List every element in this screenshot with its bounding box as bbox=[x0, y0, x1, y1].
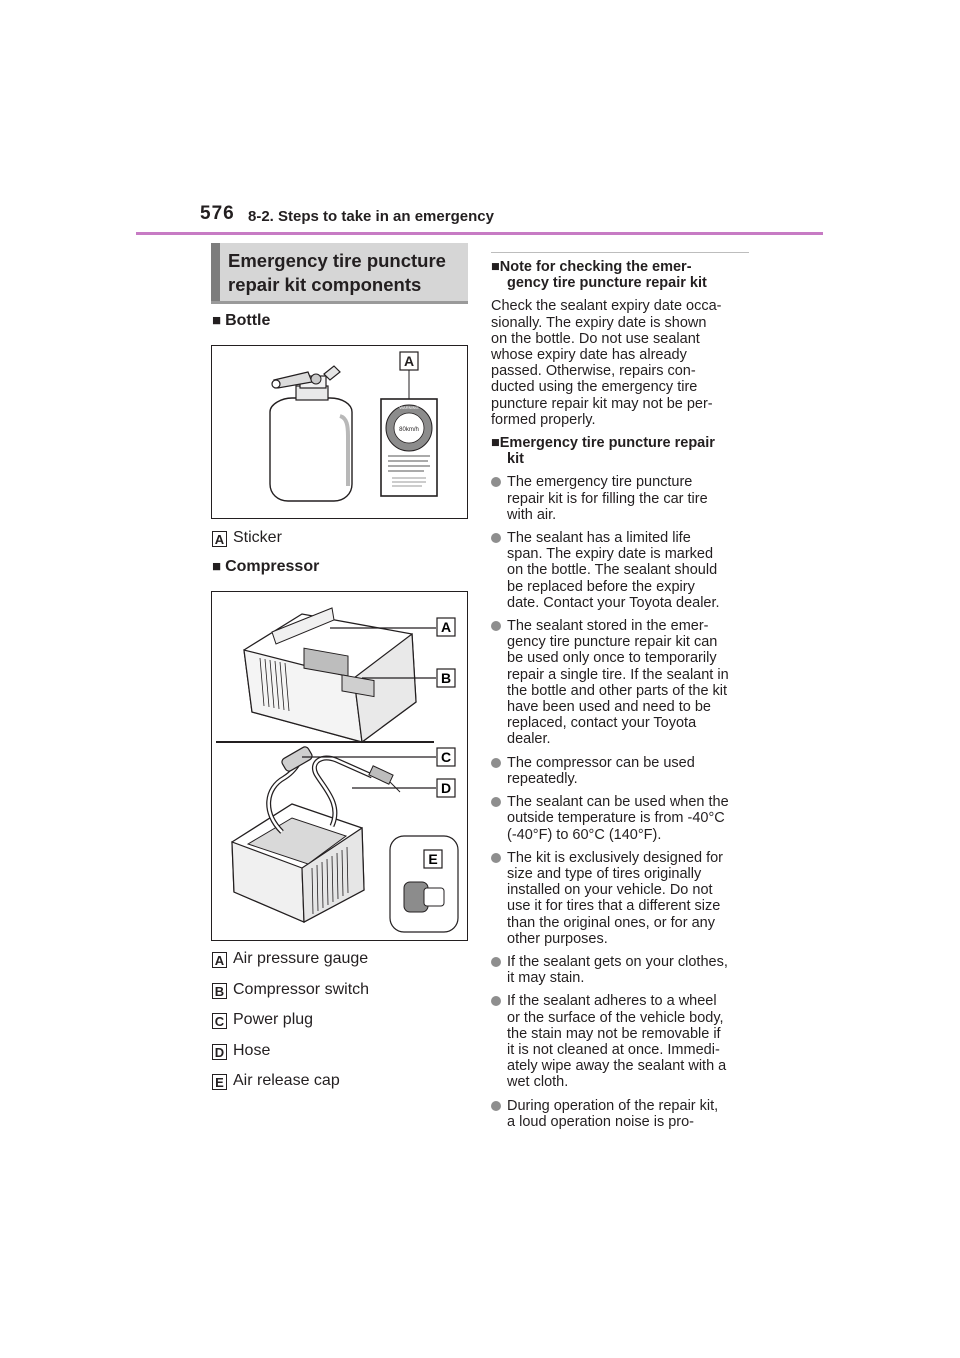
section-title: 8-2. Steps to take in an emergency bbox=[248, 208, 494, 225]
legend-key: A bbox=[212, 531, 227, 547]
figure-label-a: A bbox=[403, 353, 415, 369]
legend-item bbox=[212, 981, 452, 1001]
bullet-item: The sealant stored in the emer- gency tire puncture repair kit can be used only once to temporarily repair a single tire. If the sealant in the bottle and other parts of the kit have been used and need to be replaced, contact your Toyota dealer. bbox=[491, 618, 756, 748]
legend-text: Power plug bbox=[233, 1011, 314, 1028]
column-top-rule bbox=[491, 252, 749, 253]
legend-text: Hose bbox=[233, 1042, 271, 1059]
square-bullet-icon: ■ bbox=[212, 312, 222, 329]
bullet-dot-icon bbox=[491, 621, 501, 631]
bullet-dot-icon bbox=[491, 1101, 501, 1111]
right-column bbox=[491, 259, 756, 1137]
figure-label-a: A bbox=[440, 619, 452, 635]
kit-heading: ■Emergency tire puncture repair kit bbox=[491, 435, 715, 468]
compressor-heading: ■ Compressor bbox=[212, 558, 320, 575]
legend-text: Air pressure gauge bbox=[233, 950, 369, 967]
bullet-item: If the sealant gets on your clothes, it may stain. bbox=[491, 954, 756, 986]
header-rule bbox=[136, 232, 823, 235]
bullet-item: The kit is exclusively designed for size and type of tires originally installed on your vehicle. Do not use it for tires that a different size than the original ones, or for any other purposes. bbox=[491, 850, 756, 947]
bullet-item: The sealant has a limited life span. The expiry date is marked on the bottle. The sealant should be replaced before the expiry date. Contact your Toyota dealer. bbox=[491, 530, 756, 611]
bullet-item: During operation of the repair kit, a loud operation noise is pro- bbox=[491, 1098, 756, 1130]
bullet-item: The emergency tire puncture repair kit is for filling the car tire with air. bbox=[491, 474, 756, 523]
bottle-figure bbox=[211, 345, 468, 519]
figure-label-b: B bbox=[440, 670, 452, 686]
bullet-item: The sealant can be used when the outside temperature is from -40°C (-40°F) to 60°C (140°F). bbox=[491, 794, 756, 843]
square-bullet-icon: ■ bbox=[491, 259, 500, 275]
bullet-dot-icon bbox=[491, 533, 501, 543]
legend-key: C bbox=[212, 1013, 227, 1029]
note-heading: ■Note for checking the emer- gency tire puncture repair kit bbox=[491, 259, 707, 292]
legend-item bbox=[212, 1072, 452, 1092]
square-bullet-icon: ■ bbox=[212, 558, 222, 575]
legend-item bbox=[212, 1011, 452, 1031]
heading-line-1: Emergency tire puncture bbox=[228, 250, 446, 271]
section-heading-box bbox=[211, 243, 468, 301]
bullet-dot-icon bbox=[491, 853, 501, 863]
legend-key: A bbox=[212, 952, 227, 968]
bottle-heading: ■ Bottle bbox=[212, 312, 271, 329]
legend-text: Sticker bbox=[233, 529, 282, 546]
legend-text: Compressor switch bbox=[233, 981, 370, 998]
square-bullet-icon: ■ bbox=[491, 435, 500, 452]
bullet-dot-icon bbox=[491, 957, 501, 967]
page-number: 576 bbox=[200, 203, 235, 224]
figure-label-d: D bbox=[440, 780, 452, 796]
heading-underline bbox=[211, 301, 468, 304]
bottle-illustration bbox=[212, 346, 467, 518]
legend-text: Air release cap bbox=[233, 1072, 340, 1089]
legend-item bbox=[212, 950, 452, 970]
compressor-illustration bbox=[212, 592, 467, 940]
bullet-dot-icon bbox=[491, 758, 501, 768]
legend-key: B bbox=[212, 983, 227, 999]
bullet-item: If the sealant adheres to a wheel or the surface of the vehicle body, the stain may not be removable if it is not cleaned at once. Immedi- ately wipe away the sealant with a wet cloth. bbox=[491, 993, 756, 1090]
bullet-item: The compressor can be used repeatedly. bbox=[491, 755, 756, 787]
legend-key: D bbox=[212, 1044, 227, 1060]
compressor-figure bbox=[211, 591, 468, 941]
legend-item bbox=[212, 529, 452, 549]
figure-label-e: E bbox=[428, 851, 438, 867]
note-paragraph: Check the sealant expiry date occa- sionally. The expiry date is shown on the bottle. Do not use sealant whose expiry date has already passed. Otherwise, repairs con- ducted using the emergency tire puncture repair kit may not be per- formed properly. bbox=[491, 298, 722, 428]
sticker-speed: 80km/h bbox=[399, 427, 419, 433]
heading-line-2: repair kit components bbox=[228, 274, 422, 295]
figure-label-c: C bbox=[440, 749, 452, 765]
bullet-dot-icon bbox=[491, 797, 501, 807]
sticker-warning-word: WARNING bbox=[399, 405, 419, 410]
bullet-dot-icon bbox=[491, 477, 501, 487]
legend-item bbox=[212, 1042, 452, 1062]
legend-key: E bbox=[212, 1074, 227, 1090]
bullet-dot-icon bbox=[491, 996, 501, 1006]
